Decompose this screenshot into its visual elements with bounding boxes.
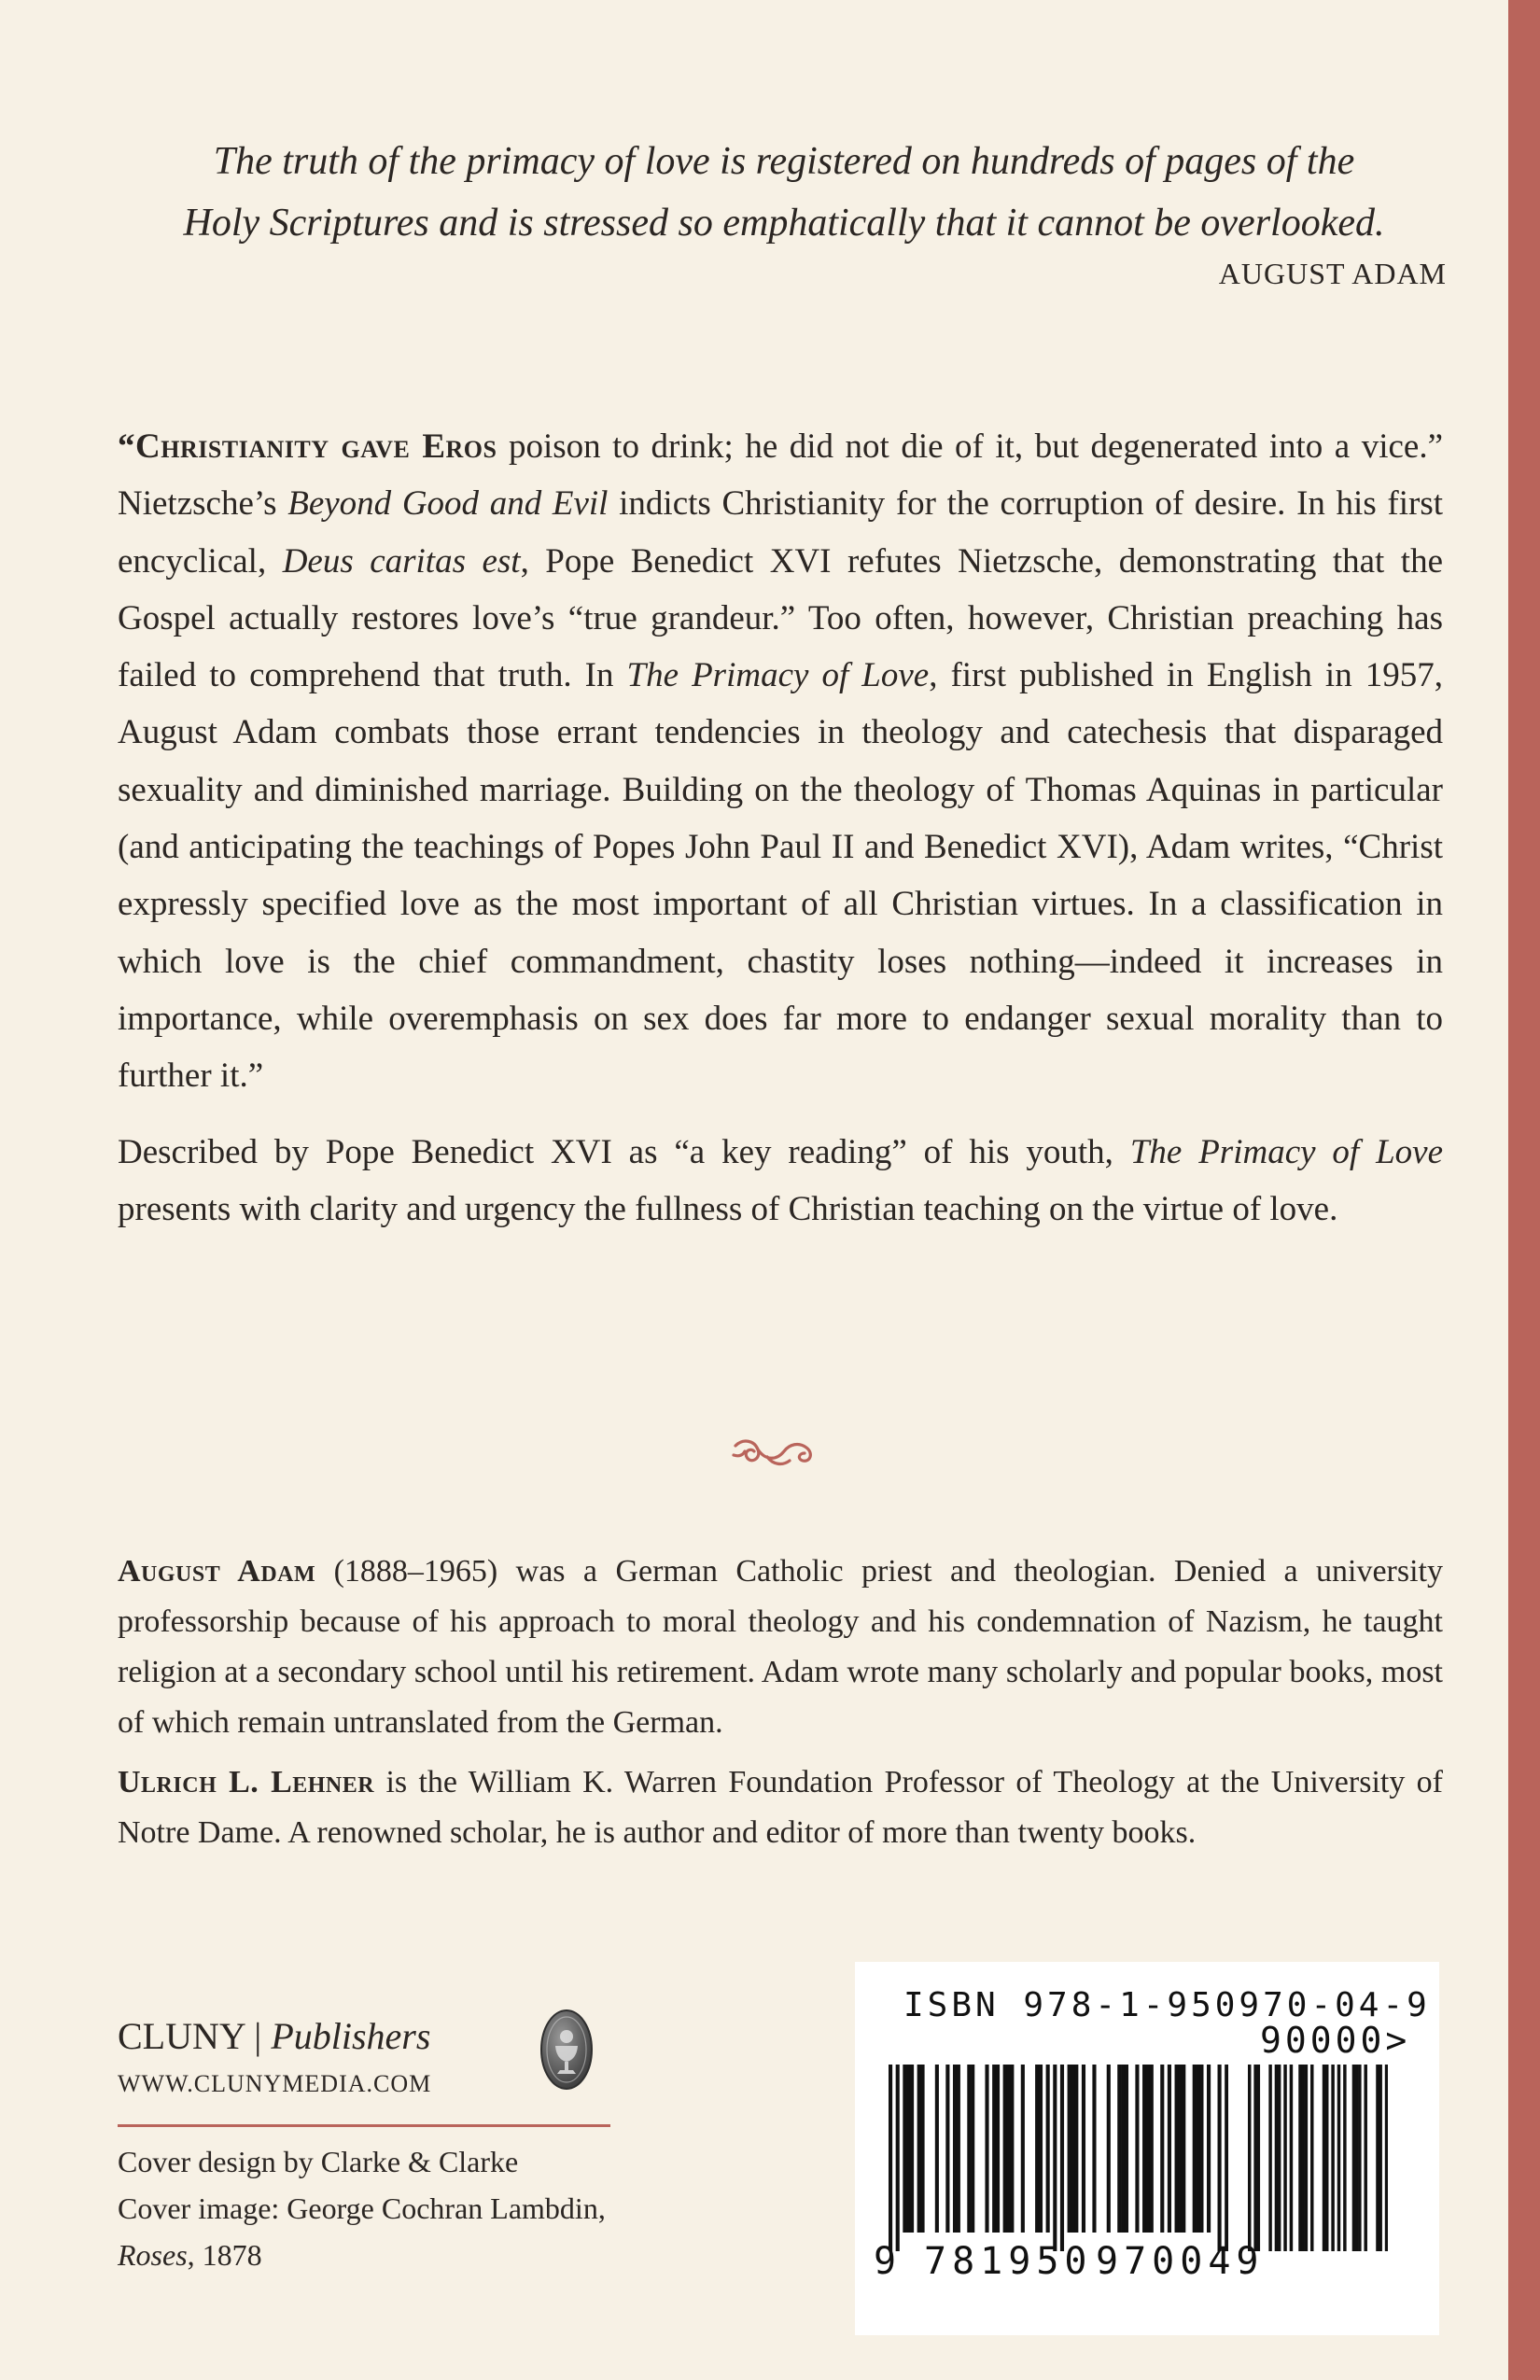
barcode-bar bbox=[1046, 2065, 1050, 2233]
cover-credits bbox=[118, 2138, 606, 2278]
barcode-bar bbox=[985, 2065, 988, 2233]
barcode-bar bbox=[920, 2065, 924, 2233]
barcode-bar bbox=[1117, 2065, 1121, 2233]
barcode-digit-prefix: 9 bbox=[874, 2240, 897, 2283]
addon-bar bbox=[1323, 2065, 1325, 2251]
publisher-name bbox=[118, 2014, 430, 2058]
epigraph-attribution: AUGUST ADAM bbox=[1218, 257, 1447, 290]
barcode-bar bbox=[906, 2065, 910, 2233]
barcode-bar bbox=[1082, 2065, 1085, 2233]
barcode-bar bbox=[889, 2065, 892, 2251]
epigraph-quote bbox=[121, 131, 1447, 254]
addon-bar bbox=[1305, 2065, 1308, 2251]
description-text: , first published in English in 1957, August Adam combats those errant tendencies in theology and catechesis that disparaged sexuality and diminished marriage. Building on the theology of Thomas Aquinas in particular (and anticipating the teachings of Popes John Paul II and Benedict XVI), Adam writes, “Christ expressly specified love as the most important of all Christian virtues. In a classification in which love is the chief commandment, chastity loses nothing—indeed it increases in importance, while overemphasis on sex does far more to endanger sexual morality than to further it.” bbox=[118, 656, 1444, 1096]
credits-divider bbox=[118, 2124, 610, 2127]
barcode-bar bbox=[910, 2065, 914, 2233]
addon-bar bbox=[1278, 2065, 1281, 2251]
addon-bar bbox=[1310, 2065, 1313, 2251]
barcode-bar bbox=[1107, 2065, 1111, 2233]
flourish-ornament-icon bbox=[730, 1433, 819, 1474]
barcode-bar bbox=[1060, 2065, 1064, 2251]
barcode-bar bbox=[1218, 2065, 1222, 2251]
epigraph-line-1: The truth of the primacy of love is registered on hundreds of pages of the bbox=[213, 140, 1355, 183]
cover-image-credit: Cover image: George Cochran Lambdin, bbox=[118, 2191, 606, 2225]
publisher-url: WWW.CLUNYMEDIA.COM bbox=[118, 2070, 432, 2097]
barcode-bar bbox=[896, 2065, 900, 2251]
addon-bar bbox=[1298, 2065, 1301, 2251]
barcode-bar bbox=[1010, 2065, 1014, 2233]
book-title-italic: The Primacy of Love bbox=[1129, 1132, 1444, 1171]
barcode-bar bbox=[1074, 2065, 1078, 2233]
addon-bar bbox=[1325, 2065, 1328, 2251]
artwork-year: , 1878 bbox=[187, 2238, 262, 2272]
addon-bar bbox=[1301, 2065, 1304, 2251]
barcode-bar bbox=[1197, 2065, 1200, 2233]
addon-bar bbox=[1257, 2065, 1260, 2251]
addon-bar bbox=[1358, 2065, 1361, 2251]
barcode-bar bbox=[1125, 2065, 1128, 2233]
barcode-bar bbox=[1199, 2065, 1203, 2233]
addon-bar bbox=[1268, 2065, 1271, 2251]
chalice-seal-icon bbox=[539, 2009, 594, 2091]
barcode-bar bbox=[953, 2065, 957, 2233]
isbn-barcode bbox=[855, 1962, 1439, 2335]
addon-bar bbox=[1253, 2065, 1256, 2251]
barcode-bar bbox=[1142, 2065, 1146, 2233]
addon-bar bbox=[1364, 2065, 1366, 2251]
barcode-bar bbox=[1182, 2065, 1185, 2233]
spine-stripe bbox=[1508, 0, 1540, 2380]
publisher-separator: | bbox=[245, 2015, 272, 2057]
barcode-bar bbox=[917, 2065, 921, 2233]
barcode-bar bbox=[935, 2065, 939, 2233]
addon-bar bbox=[1343, 2065, 1346, 2251]
addon-barcode-bars bbox=[1248, 2065, 1388, 2251]
addon-bar bbox=[1355, 2065, 1358, 2251]
addon-bar bbox=[1379, 2065, 1381, 2251]
barcode-bar bbox=[1150, 2065, 1154, 2233]
addon-bar bbox=[1385, 2065, 1388, 2251]
barcode-bar bbox=[1175, 2065, 1179, 2233]
author-bios bbox=[118, 1547, 1443, 1858]
barcode-bar bbox=[967, 2065, 971, 2233]
description-paragraph-1 bbox=[118, 418, 1443, 1105]
editor-bio-text: is the William K. Warren Foundation Professor of Theology at the University of Notre Dame. A renowned scholar, he is author and editor of more than twenty books. bbox=[118, 1765, 1443, 1850]
barcode-bar bbox=[996, 2065, 1000, 2233]
description-text: presents with clarity and urgency the fullness of Christian teaching on the virtue of love. bbox=[118, 1189, 1338, 1228]
barcode-bar bbox=[1160, 2065, 1164, 2233]
barcode-bar bbox=[1146, 2065, 1150, 2233]
author-bio-text: (1888–1965) was a German Catholic priest and theologian. Denied a university professorship because of his approach to moral theology and his condemnation of Nazism, he taught religion at a secondary school until his retirement. Adam wrote many scholarly and popular books, most of which remain untranslated from the German. bbox=[118, 1554, 1443, 1740]
publisher-suffix: Publishers bbox=[271, 2015, 431, 2057]
author-name: August Adam bbox=[118, 1554, 316, 1589]
barcode-bar bbox=[971, 2065, 974, 2233]
addon-bar bbox=[1275, 2065, 1278, 2251]
publisher-wordmark: CLUNY bbox=[118, 2015, 245, 2057]
cover-design-credit: Cover design by Clarke & Clarke bbox=[118, 2145, 519, 2178]
addon-bar bbox=[1283, 2065, 1286, 2251]
description-lead-in: “Christianity gave Eros bbox=[118, 427, 497, 466]
barcode-bar bbox=[1225, 2065, 1228, 2251]
barcode-bar bbox=[1006, 2065, 1010, 2233]
editor-name: Ulrich L. Lehner bbox=[118, 1765, 375, 1799]
cover-image-work bbox=[118, 2232, 606, 2278]
barcode-bar bbox=[1039, 2065, 1043, 2233]
addon-bar bbox=[1248, 2065, 1251, 2251]
addon-bar bbox=[1331, 2065, 1334, 2251]
editor-bio-lehner bbox=[118, 1757, 1443, 1858]
author-bio-adam bbox=[118, 1547, 1443, 1748]
barcode-bar bbox=[1068, 2065, 1071, 2233]
description-paragraph-2 bbox=[118, 1124, 1443, 1239]
addon-bar bbox=[1290, 2065, 1293, 2251]
barcode-digit-left-group: 781950 bbox=[924, 2240, 1093, 2283]
book-title-italic: Beyond Good and Evil bbox=[287, 484, 609, 524]
barcode-bar bbox=[945, 2065, 949, 2233]
barcode-bar bbox=[1193, 2065, 1197, 2233]
barcode-bar bbox=[1021, 2065, 1025, 2233]
barcode-bar bbox=[992, 2065, 996, 2233]
isbn-number: ISBN 978-1-950970-04-9 bbox=[903, 1986, 1431, 2024]
barcode-bar bbox=[1121, 2065, 1125, 2233]
barcode-bar bbox=[1135, 2065, 1139, 2233]
addon-bar bbox=[1376, 2065, 1379, 2251]
barcode-bar bbox=[1035, 2065, 1039, 2233]
description-text: Described by Pope Benedict XVI as “a key reading” of his youth, bbox=[118, 1132, 1130, 1171]
barcode-bar bbox=[903, 2065, 906, 2233]
description-text: poison to drink; he did not die of it, but degenerated into a vice.” Nietzsche’s bbox=[118, 427, 1443, 524]
epigraph-line-2: Holy Scriptures and is stressed so emphatically that it cannot be overlooked. bbox=[183, 202, 1385, 245]
encyclical-title-italic: Deus caritas est bbox=[282, 541, 521, 581]
description-text: indicts Christianity for the corruption of desire. In his first encyclical, bbox=[118, 484, 1443, 581]
artwork-title: Roses bbox=[118, 2238, 188, 2272]
barcode-bar bbox=[957, 2065, 960, 2233]
description-text: , Pope Benedict XVI refutes Nietzsche, demonstrating that the Gospel actually restores love’s “true grandeur.” Too often, however, Christian preaching has failed to comprehend that truth. In bbox=[118, 541, 1444, 695]
barcode-digits bbox=[874, 2240, 1265, 2283]
barcode-bar bbox=[1053, 2065, 1057, 2251]
ean-barcode-bars bbox=[889, 2065, 1228, 2251]
barcode-bar bbox=[1071, 2065, 1074, 2233]
addon-bar bbox=[1352, 2065, 1355, 2251]
addon-bar bbox=[1337, 2065, 1340, 2251]
barcode-bar bbox=[1168, 2065, 1171, 2233]
barcode-bar bbox=[1092, 2065, 1096, 2233]
barcode-bar bbox=[1003, 2065, 1007, 2233]
barcode-digit-right-group: 970049 bbox=[1096, 2240, 1265, 2283]
barcode-bar bbox=[1178, 2065, 1182, 2233]
price-addon-code: 90000> bbox=[1260, 2020, 1411, 2061]
book-title-italic: The Primacy of Love bbox=[626, 656, 930, 695]
barcode-bar bbox=[1207, 2065, 1211, 2233]
book-description bbox=[118, 418, 1443, 1238]
